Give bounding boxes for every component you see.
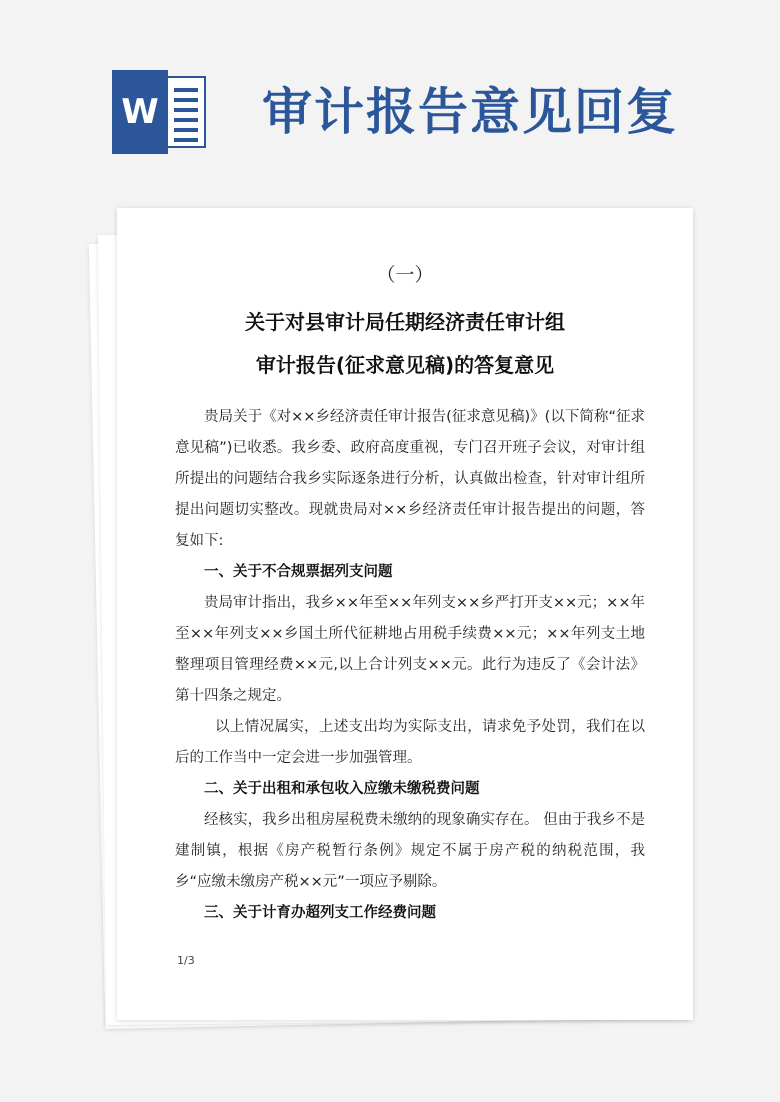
section1-paragraph1: 贵局审计指出，我乡××年至××年列支××乡严打开支××元；××年至××年列支××乡国土所代征耕地占用税手续费××元；××年列支土地整理项目管理经费××元,以上合计列支××元。此行为违反了《会计法》第十四条之规定。 [175,595,645,704]
section2-paragraph1: 经核实，我乡出租房屋税费未缴纳的现象确实存在。 但由于我乡不是建制镇，根据《房产税暂行条例》规定不属于房产税的纳税范围，我乡“应缴未缴房产税××元”一项应予剔除。 [175,812,645,890]
word-logo-icon [112,70,208,154]
section2-heading: 二、关于出租和承包收入应缴未缴税费问题 [204,781,480,797]
heading-number: （一） [376,264,434,286]
section1-heading: 一、关于不合规票据列支问题 [204,564,393,580]
document-body [175,402,645,929]
document-page [117,208,693,1020]
intro-paragraph: 贵局关于《对××乡经济责任审计报告(征求意见稿)》(以下简称“征求意见稿”)已收悉。我乡委、政府高度重视，专门召开班子会议，对审计组所提出的问题结合我乡实际逐条进行分析，认真做出检查，针对审计组所提出问题切实整改。现就贵局对××乡经济责任审计报告提出的问题，答复如下: [175,409,645,549]
section3-heading: 三、关于计育办超列支工作经费问题 [204,905,436,921]
section1-paragraph2: 以上情况属实，上述支出均为实际支出，请求免予处罚，我们在以后的工作当中一定会进一步加强管理。 [175,719,645,766]
document-title-line2: 审计报告(征求意见稿)的答复意见 [255,353,555,377]
word-letter-badge: W [112,70,168,154]
banner-title: 审计报告意见回复 [262,82,678,141]
page-number: 1/3 [177,954,195,967]
document-title-line1: 关于对县审计局任期经济责任审计组 [245,310,565,334]
